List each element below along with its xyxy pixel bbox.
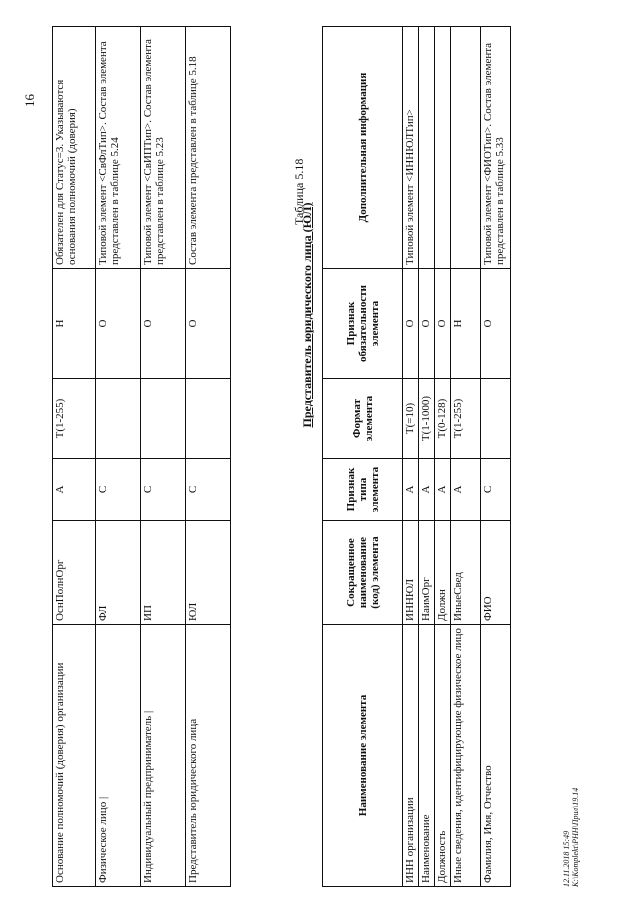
table-cell: С [481, 459, 511, 521]
table-cell: С [141, 459, 186, 521]
table-row [96, 27, 141, 887]
header-cell: Наименование элемента [323, 625, 403, 887]
table-cell: ЮЛ [186, 521, 231, 625]
table-cell: А [419, 459, 435, 521]
header-cell: Дополнительная информация [323, 27, 403, 269]
table-row [435, 27, 451, 887]
table-row [141, 27, 186, 887]
table-cell: Н [451, 269, 481, 379]
table-cell: Состав элемента представлен в таблице 5.18 [186, 27, 231, 269]
table-cell [141, 379, 186, 459]
table-row [53, 27, 96, 887]
footer-path: К:\Komplekt\РНН\Прил\19.14 [571, 787, 580, 887]
table-cell: О [141, 269, 186, 379]
page-number: 16 [22, 94, 37, 107]
table-cell: Обязателен для Статус=3. Указываются основания полномочий (доверия) [53, 27, 96, 269]
table-cell: Должность [435, 625, 451, 887]
table-cell: Т(1-255) [53, 379, 96, 459]
table-cell: НаимОрг [419, 521, 435, 625]
table-cell: ИНН организации [403, 625, 419, 887]
representative-table [322, 26, 511, 887]
table-cell [435, 27, 451, 269]
footer-timestamp: 12.11.2018 15:49 [562, 830, 571, 887]
table-cell [186, 379, 231, 459]
table-cell: Иные сведения, идентифицирующие физическое лицо [451, 625, 481, 887]
table-cell: Т(0-128) [435, 379, 451, 459]
table-caption: Таблица 5.18 [292, 158, 306, 225]
table-row [451, 27, 481, 887]
table-cell: Т(1-1000) [419, 379, 435, 459]
table-cell: С [96, 459, 141, 521]
table-cell: Фамилия, Имя, Отчество [481, 625, 511, 887]
table-cell: Основание полномочий (доверия) организации [53, 625, 96, 887]
table-cell: Типовой элемент <ИННЮЛТип> [403, 27, 419, 269]
table-cell: С [186, 459, 231, 521]
table-cell: А [403, 459, 419, 521]
table-cell: А [451, 459, 481, 521]
header-cell: Сокращенное наименование (код) элемента [323, 521, 403, 625]
table-cell: Т(1-255) [451, 379, 481, 459]
table-cell: О [403, 269, 419, 379]
table-cell: О [481, 269, 511, 379]
table-cell: ИныеСвед [451, 521, 481, 625]
table-row [419, 27, 435, 887]
table-cell: Н [53, 269, 96, 379]
table-cell: О [419, 269, 435, 379]
file-footer [562, 788, 580, 887]
table-row [481, 27, 511, 887]
table-cell: ФИО [481, 521, 511, 625]
table-cell [419, 27, 435, 269]
table-cell: О [186, 269, 231, 379]
table-cell: Типовой элемент <СвФлТип>. Состав элемента представлен в таблице 5.24 [96, 27, 141, 269]
header-cell: Формат элемента [323, 379, 403, 459]
table-cell [451, 27, 481, 269]
table-row [403, 27, 419, 887]
table-cell: О [435, 269, 451, 379]
table-row [186, 27, 231, 887]
table-cell [481, 379, 511, 459]
header-cell: Признак обязательности элемента [323, 269, 403, 379]
header-cell: Признак типа элемента [323, 459, 403, 521]
table-cell: О [96, 269, 141, 379]
continuation-table [52, 26, 231, 887]
table-cell: ФЛ [96, 521, 141, 625]
table-cell: Индивидуальный предприниматель | [141, 625, 186, 887]
table-cell: Физическое лицо | [96, 625, 141, 887]
table-cell: Типовой элемент <СвИПТип>. Состав элемента представлен в таблице 5.23 [141, 27, 186, 269]
table-cell: Представитель юридического лица [186, 625, 231, 887]
table-title: Представитель юридического лица (ЮЛ) [300, 202, 314, 428]
table-cell: А [435, 459, 451, 521]
table-cell: А [53, 459, 96, 521]
table-cell: ИП [141, 521, 186, 625]
table-cell: ОснПолнОрг [53, 521, 96, 625]
table-cell: Наименование [419, 625, 435, 887]
table-cell: Т(=10) [403, 379, 419, 459]
table-cell: Типовой элемент <ФИОТип>. Состав элемента представлен в таблице 5.33 [481, 27, 511, 269]
table-cell: ИННЮЛ [403, 521, 419, 625]
table-cell [96, 379, 141, 459]
table-cell: Должн [435, 521, 451, 625]
